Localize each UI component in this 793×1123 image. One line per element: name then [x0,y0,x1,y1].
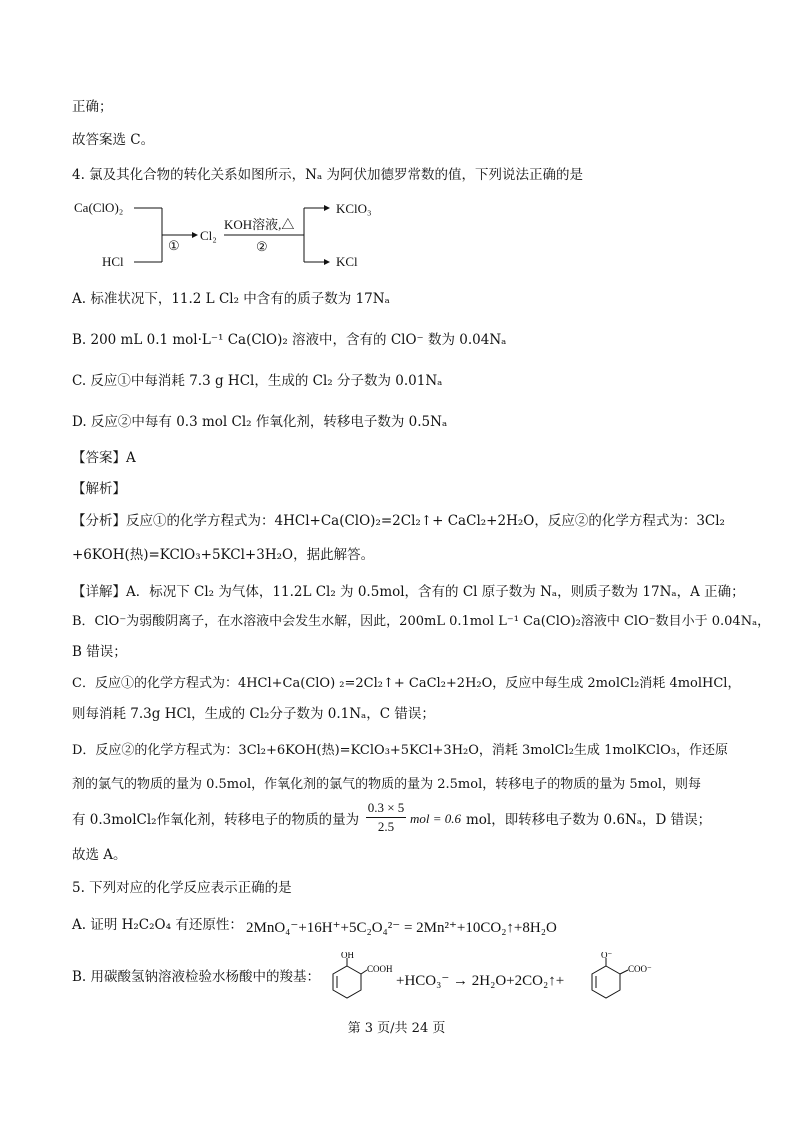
salicylate-structure [584,952,668,1006]
q5-option-a: A. 证明 H₂C₂O₄ 有还原性： [72,917,243,933]
q5-option-a-equation: 2MnO₄⁻+16H⁺+5C₂O₄²⁻ = 2Mn²⁺+10CO₂↑+8H₂O [246,920,557,936]
detail-line-7: 剂的氯气的物质的量为 0.5mol，作氧化剂的氯气的物质的量为 2.5mol，转移电子的物质的量为 5mol，则每 [72,777,701,792]
detail-line-1: 【详解】A．标况下 Cl₂ 为气体，11.2L Cl₂ 为 0.5mol，含有的 Cl 原子数为 Nₐ，则质子数为 17Nₐ，A 正确； [72,584,745,600]
conversion-diagram [72,198,412,272]
salicylic-acid-structure [325,952,393,1006]
cooh-label: COOH [367,964,393,974]
fraction-unit: mol = 0.6 [410,811,462,826]
option-d: D. 反应②中每有 0.3 mol Cl₂ 作氧化剂，转移电子数为 0.5Nₐ [72,414,448,430]
diagram-bottom-left: HCl [102,254,124,269]
page-footer: 第 3 页/共 24 页 [347,1021,446,1036]
diagram-step2: ② [256,239,268,254]
option-c: C. 反应①中每消耗 7.3 g HCl，生成的 Cl₂ 分子数为 0.01Nₐ [72,373,443,389]
diagram-top-left: Ca(ClO)₂ [74,200,124,215]
detail-line-3: B 错误； [72,644,127,660]
coo-minus-label: COO⁻ [628,964,652,974]
detail-line-2: B．ClO⁻为弱酸阴离子，在水溶液中会发生水解，因此，200mL 0.1mol L⁻¹ Ca(ClO)₂溶液中 ClO⁻数目小于 0.04Nₐ， [72,614,771,629]
detail-line-6: D．反应②的化学方程式为：3Cl₂+6KOH(热)=KClO₃+5KCl+3H₂O，消耗 3molCl₂生成 1molKClO₃，作还原 [72,743,728,758]
diagram-mid: Cl₂ [200,228,217,243]
detail-line-5: 则每消耗 7.3g HCl，生成的 Cl₂分子数为 0.1Nₐ，C 错误； [72,706,435,722]
question-5: 5. 下列对应的化学反应表示正确的是 [72,880,292,896]
question-4: 4. 氯及其化合物的转化关系如图所示，Nₐ 为阿伏加德罗常数的值，下列说法正确的是 [72,167,583,183]
detail-line-8b: mol，即转移电子数为 0.6Nₐ，D 错误； [466,812,712,828]
diagram-step1: ① [168,238,180,253]
detail-line-8a: 有 0.3molCl₂作氧化剂，转移电子的物质的量为 [72,812,360,828]
option-a: A. 标准状况下，11.2 L Cl₂ 中含有的质子数为 17Nₐ [72,291,390,307]
diagram-prod2: KCl [336,254,358,269]
detail-line-4: C．反应①的化学方程式为：4HCl+Ca(ClO) ₂=2Cl₂↑+ CaCl₂+2H₂O，反应中每生成 2molCl₂消耗 4molHCl， [72,676,741,691]
fraction-denominator: 2.5 [377,819,395,834]
q5-option-b: B. 用碳酸氢钠溶液检验水杨酸中的羧基： [72,969,321,985]
line-correct: 正确； [72,99,113,115]
option-b: B. 200 mL 0.1 mol·L⁻¹ Ca(ClO)₂ 溶液中，含有的 ClO⁻ 数为 0.04Nₐ [72,332,507,348]
analysis-label: 【解析】 [72,481,126,497]
detail-line-9: 故选 A。 [72,847,127,863]
analysis-line-2: +6KOH(热)=KClO₃+5KCl+3H₂O，据此解答。 [72,547,375,563]
q5-option-b-equation: +HCO₃⁻ → 2H₂O+2CO₂↑+ [396,973,565,989]
fraction-numerator: 0.3 × 5 [367,800,405,815]
diagram-reagent: KOH溶液,△ [224,217,295,232]
oh-label: OH [341,952,354,960]
analysis-line-1: 【分析】反应①的化学方程式为：4HCl+Ca(ClO)₂=2Cl₂↑+ CaCl₂+2H₂O，反应②的化学方程式为：3Cl₂ [72,513,725,529]
line-answer-c: 故答案选 C。 [72,132,155,148]
fraction [366,800,406,835]
diagram-prod1: KClO₃ [336,201,372,216]
o-minus-label: O⁻ [601,952,613,960]
answer-label: 【答案】A [72,450,136,466]
